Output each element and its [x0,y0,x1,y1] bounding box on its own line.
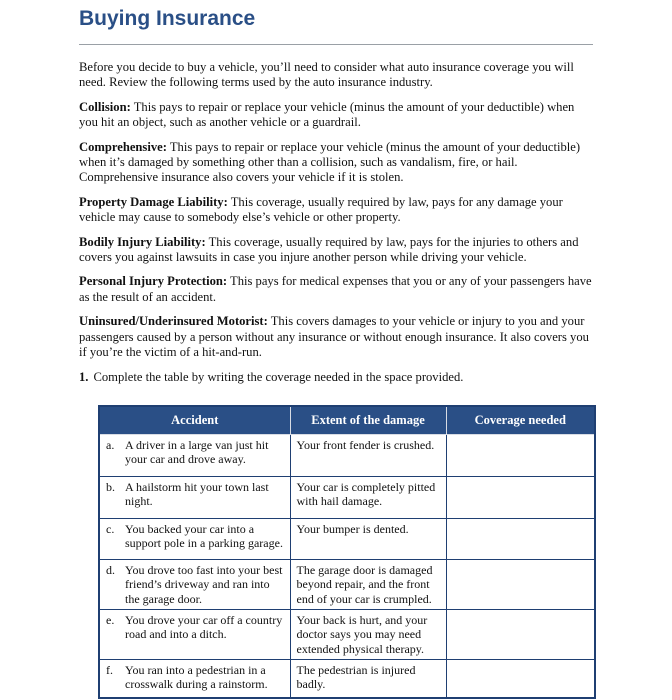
term-bodily-injury-liability [79,235,594,266]
damage-cell: Your front fender is crushed. [290,435,446,477]
table-row [99,519,595,560]
term-comprehensive [79,140,594,186]
term-property-damage-liability [79,195,594,226]
coverage-table [98,405,596,699]
coverage-answer-cell[interactable] [446,660,595,698]
table-header-row [99,406,595,435]
accident-cell [99,435,290,477]
term-definition: This pays to repair or replace your vehicle (minus the amount of your deductible) when you hit an object, such as another vehicle or a guardrail. [79,99,575,130]
table-row [99,660,595,698]
damage-cell: The pedestrian is injured badly. [290,660,446,698]
row-letter: c. [106,522,115,536]
term-label: Uninsured/Underinsured Motorist: [79,314,268,329]
coverage-answer-cell[interactable] [446,435,595,477]
intro-paragraph: Before you decide to buy a vehicle, you’ll need to consider what auto insurance coverage you will need. Review the following terms used by the auto insurance industry. [79,60,574,90]
header-accident: Accident [99,406,290,435]
title-divider [79,44,593,45]
body-text [79,60,594,394]
header-coverage-needed: Coverage needed [446,406,595,435]
term-definition: This pays for medical expenses that you or any of your passengers have as the result of an accident. [79,274,592,304]
accident-cell [99,477,290,519]
damage-cell: Your back is hurt, and your doctor says you may need extended physical therapy. [290,610,446,660]
term-personal-injury-protection [79,274,594,305]
damage-cell: Your car is completely pitted with hail damage. [290,477,446,519]
table-row [99,560,595,610]
damage-cell: The garage door is damaged beyond repair, and the front end of your car is crumpled. [290,560,446,610]
accident-text: You ran into a pedestrian in a crosswalk during a rainstorm. [125,663,268,692]
term-definition: This coverage, usually required by law, pays for any damage your vehicle may cause to somebody else’s vehicle or other property. [79,194,563,225]
row-letter: a. [106,438,115,452]
coverage-answer-cell[interactable] [446,560,595,610]
term-uninsured-motorist [79,314,594,360]
row-letter: d. [106,563,115,577]
accident-cell [99,660,290,698]
row-letter: b. [106,480,115,494]
damage-cell: Your bumper is dented. [290,519,446,560]
accident-cell [99,560,290,610]
question-1 [79,370,594,385]
header-extent-of-damage: Extent of the damage [290,406,446,435]
coverage-answer-cell[interactable] [446,610,595,660]
accident-text: You drove too fast into your best friend’s driveway and ran into the garage door. [125,563,283,606]
term-label: Collision: [79,99,131,114]
term-collision [79,100,594,131]
question-text: Complete the table by writing the coverage needed in the space provided. [93,369,464,384]
accident-cell [99,519,290,560]
row-letter: f. [106,663,113,677]
accident-text: You drove your car off a country road and into a ditch. [125,613,283,642]
accident-cell [99,610,290,660]
term-label: Bodily Injury Liability: [79,234,206,249]
table-row [99,477,595,519]
question-number: 1. [79,369,89,384]
term-definition: This coverage, usually required by law, pays for the injuries to others and covers you against lawsuits in case you injure another person while driving your vehicle. [79,234,579,265]
accident-text: You backed your car into a support pole in a parking garage. [125,522,283,551]
term-definition: This covers damages to your vehicle or injury to you and your passengers caused by a person without any insurance or without enough insurance. It also covers you if you’re the victim of a hit-and-run. [79,314,589,360]
accident-text: A driver in a large van just hit your car and drove away. [125,438,269,467]
coverage-answer-cell[interactable] [446,477,595,519]
table-row [99,610,595,660]
accident-text: A hailstorm hit your town last night. [125,480,269,509]
term-label: Property Damage Liability: [79,194,228,209]
coverage-answer-cell[interactable] [446,519,595,560]
table-row [99,435,595,477]
term-label: Personal Injury Protection: [79,274,228,289]
term-definition: This pays to repair or replace your vehicle (minus the amount of your deductible) when it’s damaged by something other than a collision, such as vandalism, fire, or hail. Comprehensive insurance also covers your vehicle if it is stolen. [79,139,581,185]
row-letter: e. [106,613,115,627]
page-title: Buying Insurance [79,7,256,30]
term-label: Comprehensive: [79,139,167,154]
